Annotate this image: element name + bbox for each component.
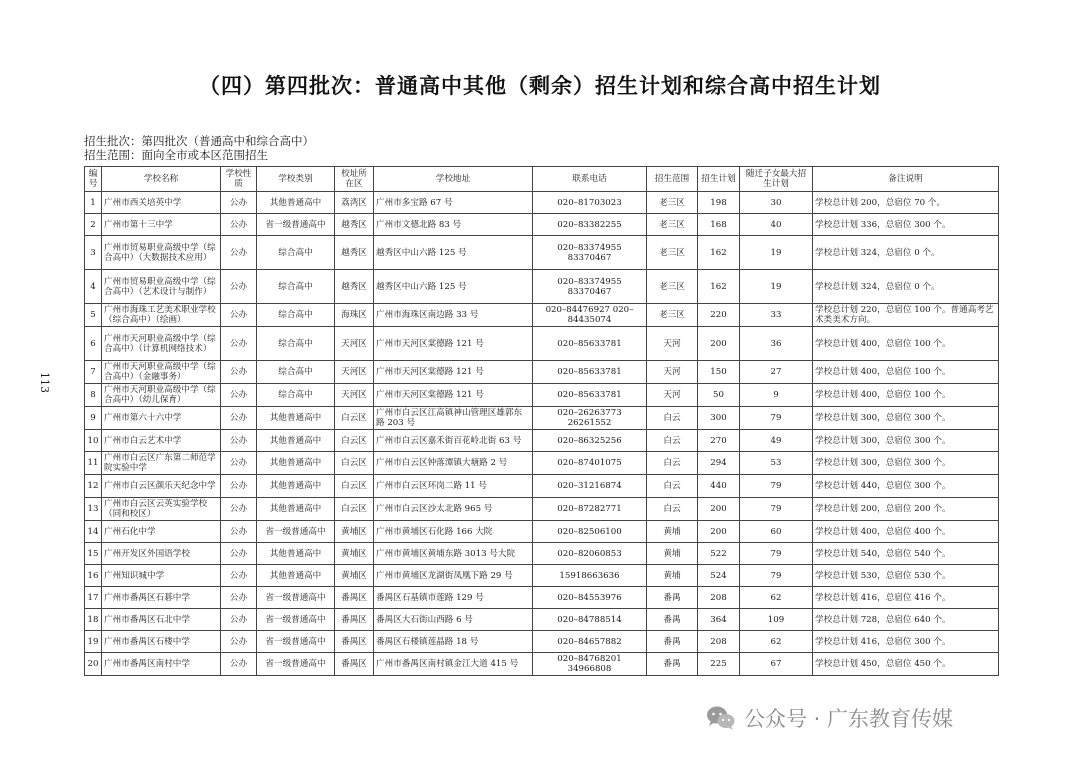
cell-school-nature: 公办 (221, 327, 257, 361)
cell-scope: 番禺 (647, 609, 698, 631)
cell-scope: 老三区 (647, 304, 698, 327)
cell-scope: 番禺 (647, 631, 698, 653)
cell-row-no: 9 (85, 407, 102, 430)
cell-row-no: 1 (85, 192, 102, 214)
cell-migrant-plan: 33 (740, 304, 813, 327)
cell-district: 天河区 (335, 327, 374, 361)
cell-migrant-plan: 79 (740, 407, 813, 430)
cell-district: 番禺区 (335, 631, 374, 653)
cell-plan: 440 (698, 475, 740, 498)
cell-row-no: 5 (85, 304, 102, 327)
cell-note: 学校总计划 400，总宿位 100 个。 (813, 327, 999, 361)
cell-note: 学校总计划 416，总宿位 300 个。 (813, 631, 999, 653)
cell-district: 白云区 (335, 407, 374, 430)
cell-school-category: 其他普通高中 (257, 407, 335, 430)
cell-school-nature: 公办 (221, 384, 257, 407)
enrollment-plan-table (84, 166, 999, 676)
cell-plan: 50 (698, 384, 740, 407)
cell-school-nature: 公办 (221, 361, 257, 384)
cell-district: 白云区 (335, 498, 374, 521)
cell-school-category: 其他普通高中 (257, 475, 335, 498)
cell-school-nature: 公办 (221, 653, 257, 676)
cell-migrant-plan: 9 (740, 384, 813, 407)
cell-phone: 020–83374955 83370467 (533, 270, 647, 304)
cell-district: 白云区 (335, 430, 374, 452)
cell-school-nature: 公办 (221, 565, 257, 587)
cell-school-category: 其他普通高中 (257, 430, 335, 452)
cell-scope: 黄埔 (647, 521, 698, 543)
cell-scope: 天河 (647, 327, 698, 361)
cell-address: 广州市白云区嘉禾街百花岭北街 63 号 (374, 430, 533, 452)
cell-address: 广州市白云区沙太北路 965 号 (374, 498, 533, 521)
header-district: 校址所在区 (335, 167, 374, 192)
cell-address: 广州市天河区棠德路 121 号 (374, 327, 533, 361)
cell-school-category: 省一级普通高中 (257, 609, 335, 631)
cell-note: 学校总计划 440，总宿位 300 个。 (813, 475, 999, 498)
cell-note: 学校总计划 220，总宿位 100 个。普通高考艺术类美术方向。 (813, 304, 999, 327)
cell-phone: 020–26263773 26261552 (533, 407, 647, 430)
cell-phone: 020–84553976 (533, 587, 647, 609)
watermark (706, 700, 953, 736)
table-row (85, 192, 999, 214)
cell-school-category: 综合高中 (257, 361, 335, 384)
cell-district: 黄埔区 (335, 521, 374, 543)
cell-migrant-plan: 67 (740, 653, 813, 676)
cell-migrant-plan: 49 (740, 430, 813, 452)
cell-migrant-plan: 79 (740, 543, 813, 565)
cell-scope: 天河 (647, 384, 698, 407)
table-row (85, 609, 999, 631)
cell-district: 番禺区 (335, 609, 374, 631)
cell-migrant-plan: 27 (740, 361, 813, 384)
cell-address: 越秀区中山六路 125 号 (374, 236, 533, 270)
cell-migrant-plan: 40 (740, 214, 813, 236)
cell-address: 广州市文德北路 83 号 (374, 214, 533, 236)
cell-scope: 白云 (647, 475, 698, 498)
cell-row-no: 3 (85, 236, 102, 270)
cell-phone: 020–82506100 (533, 521, 647, 543)
cell-scope: 老三区 (647, 270, 698, 304)
cell-phone: 020–85633781 (533, 327, 647, 361)
cell-note: 学校总计划 324，总宿位 0 个。 (813, 236, 999, 270)
table-row (85, 407, 999, 430)
batch-line: 招生批次：第四批次（普通高中和综合高中） (84, 134, 314, 148)
cell-district: 越秀区 (335, 236, 374, 270)
page-title: （四）第四批次：普通高中其他（剩余）招生计划和综合高中招生计划 (199, 74, 881, 98)
cell-note: 学校总计划 450，总宿位 450 个。 (813, 653, 999, 676)
cell-school-category: 综合高中 (257, 270, 335, 304)
cell-school-name: 广州市贸易职业高级中学（综合高中）（大数据技术应用） (102, 236, 221, 270)
header-school-name: 学校名称 (102, 167, 221, 192)
table-row (85, 653, 999, 676)
cell-school-category: 综合高中 (257, 236, 335, 270)
cell-school-nature: 公办 (221, 430, 257, 452)
cell-school-nature: 公办 (221, 236, 257, 270)
cell-migrant-plan: 109 (740, 609, 813, 631)
cell-row-no: 11 (85, 452, 102, 475)
cell-plan: 162 (698, 236, 740, 270)
table-row (85, 304, 999, 327)
cell-school-category: 省一级普通高中 (257, 214, 335, 236)
cell-plan: 150 (698, 361, 740, 384)
cell-row-no: 17 (85, 587, 102, 609)
cell-school-name: 广州市天河职业高级中学（综合高中）（金融事务） (102, 361, 221, 384)
cell-row-no: 16 (85, 565, 102, 587)
cell-note: 学校总计划 400，总宿位 100 个。 (813, 361, 999, 384)
cell-note: 学校总计划 530，总宿位 530 个。 (813, 565, 999, 587)
cell-migrant-plan: 62 (740, 587, 813, 609)
cell-note: 学校总计划 728，总宿位 640 个。 (813, 609, 999, 631)
cell-phone: 15918663636 (533, 565, 647, 587)
cell-scope: 黄埔 (647, 565, 698, 587)
cell-school-nature: 公办 (221, 543, 257, 565)
cell-phone: 020–85633781 (533, 361, 647, 384)
cell-migrant-plan: 62 (740, 631, 813, 653)
cell-row-no: 14 (85, 521, 102, 543)
cell-row-no: 20 (85, 653, 102, 676)
cell-school-nature: 公办 (221, 498, 257, 521)
cell-plan: 162 (698, 270, 740, 304)
cell-school-name: 广州市白云区广东第二师范学院实验中学 (102, 452, 221, 475)
cell-school-category: 其他普通高中 (257, 543, 335, 565)
cell-scope: 老三区 (647, 214, 698, 236)
cell-school-category: 其他普通高中 (257, 565, 335, 587)
cell-note: 学校总计划 324，总宿位 0 个。 (813, 270, 999, 304)
cell-phone: 020–31216874 (533, 475, 647, 498)
cell-school-category: 省一级普通高中 (257, 631, 335, 653)
cell-district: 番禺区 (335, 653, 374, 676)
cell-school-nature: 公办 (221, 609, 257, 631)
cell-scope: 白云 (647, 407, 698, 430)
header-scope: 招生范围 (647, 167, 698, 192)
cell-phone: 020–81703023 (533, 192, 647, 214)
cell-school-category: 其他普通高中 (257, 498, 335, 521)
cell-scope: 天河 (647, 361, 698, 384)
cell-note: 学校总计划 300，总宿位 300 个。 (813, 430, 999, 452)
cell-address: 广州市黄埔区石化路 166 大院 (374, 521, 533, 543)
cell-school-nature: 公办 (221, 192, 257, 214)
cell-phone: 020–83374955 83370467 (533, 236, 647, 270)
cell-district: 荔湾区 (335, 192, 374, 214)
cell-school-category: 综合高中 (257, 327, 335, 361)
table-row (85, 521, 999, 543)
cell-school-name: 广州市天河职业高级中学（综合高中）（计算机网络技术） (102, 327, 221, 361)
cell-school-nature: 公办 (221, 270, 257, 304)
table-row (85, 361, 999, 384)
cell-row-no: 13 (85, 498, 102, 521)
header-migrant-plan: 随迁子女最大招生计划 (740, 167, 813, 192)
cell-migrant-plan: 30 (740, 192, 813, 214)
table-row (85, 430, 999, 452)
cell-row-no: 19 (85, 631, 102, 653)
cell-school-nature: 公办 (221, 475, 257, 498)
cell-migrant-plan: 36 (740, 327, 813, 361)
cell-note: 学校总计划 200，总宿位 70 个。 (813, 192, 999, 214)
cell-row-no: 8 (85, 384, 102, 407)
cell-district: 白云区 (335, 452, 374, 475)
cell-address: 广州市黄埔区龙湖街凤凰下路 29 号 (374, 565, 533, 587)
cell-phone: 020–84657882 (533, 631, 647, 653)
cell-phone: 020–83382255 (533, 214, 647, 236)
cell-school-name: 广州市第十三中学 (102, 214, 221, 236)
cell-district: 黄埔区 (335, 543, 374, 565)
cell-school-name: 广州市白云区颜乐天纪念中学 (102, 475, 221, 498)
cell-district: 天河区 (335, 384, 374, 407)
cell-plan: 522 (698, 543, 740, 565)
cell-school-name: 广州市海珠工艺美术职业学校（综合高中）（绘画） (102, 304, 221, 327)
table-row (85, 587, 999, 609)
cell-district: 白云区 (335, 475, 374, 498)
cell-plan: 294 (698, 452, 740, 475)
table-row (85, 475, 999, 498)
cell-school-name: 广州市番禺区石碁中学 (102, 587, 221, 609)
cell-note: 学校总计划 300，总宿位 300 个。 (813, 452, 999, 475)
cell-migrant-plan: 19 (740, 270, 813, 304)
cell-plan: 168 (698, 214, 740, 236)
cell-address: 广州市黄埔区黄埔东路 3013 号大院 (374, 543, 533, 565)
cell-note: 学校总计划 200，总宿位 200 个。 (813, 498, 999, 521)
cell-district: 番禺区 (335, 587, 374, 609)
cell-scope: 番禺 (647, 587, 698, 609)
cell-district: 越秀区 (335, 270, 374, 304)
cell-school-name: 广州市贸易职业高级中学（综合高中）（艺术设计与制作） (102, 270, 221, 304)
cell-migrant-plan: 53 (740, 452, 813, 475)
cell-address: 广州市天河区棠德路 121 号 (374, 384, 533, 407)
cell-row-no: 6 (85, 327, 102, 361)
watermark-text: 公众号 · 广东教育传媒 (744, 707, 954, 731)
cell-plan: 200 (698, 327, 740, 361)
cell-migrant-plan: 79 (740, 565, 813, 587)
cell-scope: 白云 (647, 452, 698, 475)
cell-plan: 300 (698, 407, 740, 430)
cell-plan: 270 (698, 430, 740, 452)
cell-phone: 020–84788514 (533, 609, 647, 631)
cell-scope: 黄埔 (647, 543, 698, 565)
header-phone: 联系电话 (533, 167, 647, 192)
cell-note: 学校总计划 540，总宿位 540 个。 (813, 543, 999, 565)
table-header-row (85, 167, 999, 192)
cell-plan: 200 (698, 521, 740, 543)
cell-phone: 020–87282771 (533, 498, 647, 521)
cell-school-name: 广州市番禺区南村中学 (102, 653, 221, 676)
cell-school-category: 省一级普通高中 (257, 587, 335, 609)
cell-row-no: 15 (85, 543, 102, 565)
cell-school-name: 广州市番禺区石楼中学 (102, 631, 221, 653)
cell-district: 海珠区 (335, 304, 374, 327)
cell-school-name: 广州知识城中学 (102, 565, 221, 587)
cell-school-name: 广州开发区外国语学校 (102, 543, 221, 565)
cell-row-no: 18 (85, 609, 102, 631)
cell-school-name: 广州市白云艺术中学 (102, 430, 221, 452)
cell-migrant-plan: 79 (740, 498, 813, 521)
cell-address: 番禺区石楼镇莲晶路 18 号 (374, 631, 533, 653)
cell-row-no: 4 (85, 270, 102, 304)
cell-phone: 020–84476927 020–84435074 (533, 304, 647, 327)
table-row (85, 327, 999, 361)
cell-address: 广州市天河区棠德路 121 号 (374, 361, 533, 384)
cell-address: 广州市番禺区南村镇金江大道 415 号 (374, 653, 533, 676)
cell-plan: 208 (698, 587, 740, 609)
cell-note: 学校总计划 400，总宿位 400 个。 (813, 521, 999, 543)
cell-plan: 208 (698, 631, 740, 653)
cell-phone: 020–85633781 (533, 384, 647, 407)
cell-plan: 220 (698, 304, 740, 327)
table-row (85, 498, 999, 521)
cell-school-category: 省一级普通高中 (257, 521, 335, 543)
cell-school-name: 广州市白云区云英实验学校（同和校区） (102, 498, 221, 521)
cell-note: 学校总计划 336，总宿位 300 个。 (813, 214, 999, 236)
cell-scope: 老三区 (647, 192, 698, 214)
cell-district: 黄埔区 (335, 565, 374, 587)
cell-address: 番禺区大石街山西路 6 号 (374, 609, 533, 631)
table-row (85, 236, 999, 270)
cell-school-nature: 公办 (221, 304, 257, 327)
cell-note: 学校总计划 400，总宿位 100 个。 (813, 384, 999, 407)
cell-note: 学校总计划 300，总宿位 300 个。 (813, 407, 999, 430)
table-row (85, 631, 999, 653)
cell-district: 越秀区 (335, 214, 374, 236)
cell-school-name: 广州市番禺区石北中学 (102, 609, 221, 631)
table-row (85, 270, 999, 304)
cell-school-name: 广州市西关培英中学 (102, 192, 221, 214)
cell-phone: 020–84768201 34966808 (533, 653, 647, 676)
cell-migrant-plan: 79 (740, 475, 813, 498)
cell-district: 天河区 (335, 361, 374, 384)
cell-school-nature: 公办 (221, 631, 257, 653)
cell-address: 越秀区中山六路 125 号 (374, 270, 533, 304)
cell-row-no: 10 (85, 430, 102, 452)
cell-school-nature: 公办 (221, 587, 257, 609)
cell-phone: 020–86325256 (533, 430, 647, 452)
header-plan: 招生计划 (698, 167, 740, 192)
cell-scope: 白云 (647, 430, 698, 452)
table-row (85, 565, 999, 587)
scope-line: 招生范围：面向全市或本区范围招生 (84, 148, 268, 162)
cell-scope: 白云 (647, 498, 698, 521)
cell-plan: 198 (698, 192, 740, 214)
header-note: 备注说明 (813, 167, 999, 192)
cell-school-category: 综合高中 (257, 384, 335, 407)
cell-plan: 364 (698, 609, 740, 631)
table-row (85, 384, 999, 407)
cell-address: 广州市白云区钟落潭镇大塘路 2 号 (374, 452, 533, 475)
cell-school-category: 其他普通高中 (257, 452, 335, 475)
cell-row-no: 7 (85, 361, 102, 384)
cell-phone: 020–82060853 (533, 543, 647, 565)
header-address: 学校地址 (374, 167, 533, 192)
cell-school-nature: 公办 (221, 452, 257, 475)
table-row (85, 543, 999, 565)
cell-school-name: 广州市第六十六中学 (102, 407, 221, 430)
cell-address: 番禺区石基镇市莲路 129 号 (374, 587, 533, 609)
cell-school-name: 广州石化中学 (102, 521, 221, 543)
cell-plan: 225 (698, 653, 740, 676)
cell-scope: 老三区 (647, 236, 698, 270)
table-row (85, 214, 999, 236)
cell-school-nature: 公办 (221, 214, 257, 236)
cell-address: 广州市白云区江高镇神山管理区雄郭东路 203 号 (374, 407, 533, 430)
cell-scope: 番禺 (647, 653, 698, 676)
cell-school-nature: 公办 (221, 521, 257, 543)
cell-school-category: 综合高中 (257, 304, 335, 327)
cell-row-no: 12 (85, 475, 102, 498)
cell-row-no: 2 (85, 214, 102, 236)
cell-address: 广州市海珠区南边路 33 号 (374, 304, 533, 327)
cell-school-nature: 公办 (221, 407, 257, 430)
header-no: 编号 (85, 167, 102, 192)
cell-school-category: 其他普通高中 (257, 192, 335, 214)
cell-migrant-plan: 19 (740, 236, 813, 270)
page-number: 113 (38, 372, 51, 393)
cell-address: 广州市白云区环岗二路 11 号 (374, 475, 533, 498)
cell-plan: 200 (698, 498, 740, 521)
cell-phone: 020–87401075 (533, 452, 647, 475)
wechat-icon (706, 705, 736, 731)
cell-school-name: 广州市天河职业高级中学（综合高中）（幼儿保育） (102, 384, 221, 407)
cell-plan: 524 (698, 565, 740, 587)
header-school-nature: 学校性质 (221, 167, 257, 192)
cell-migrant-plan: 60 (740, 521, 813, 543)
header-school-category: 学校类别 (257, 167, 335, 192)
cell-note: 学校总计划 416，总宿位 416 个。 (813, 587, 999, 609)
cell-school-category: 省一级普通高中 (257, 653, 335, 676)
table-row (85, 452, 999, 475)
cell-address: 广州市多宝路 67 号 (374, 192, 533, 214)
